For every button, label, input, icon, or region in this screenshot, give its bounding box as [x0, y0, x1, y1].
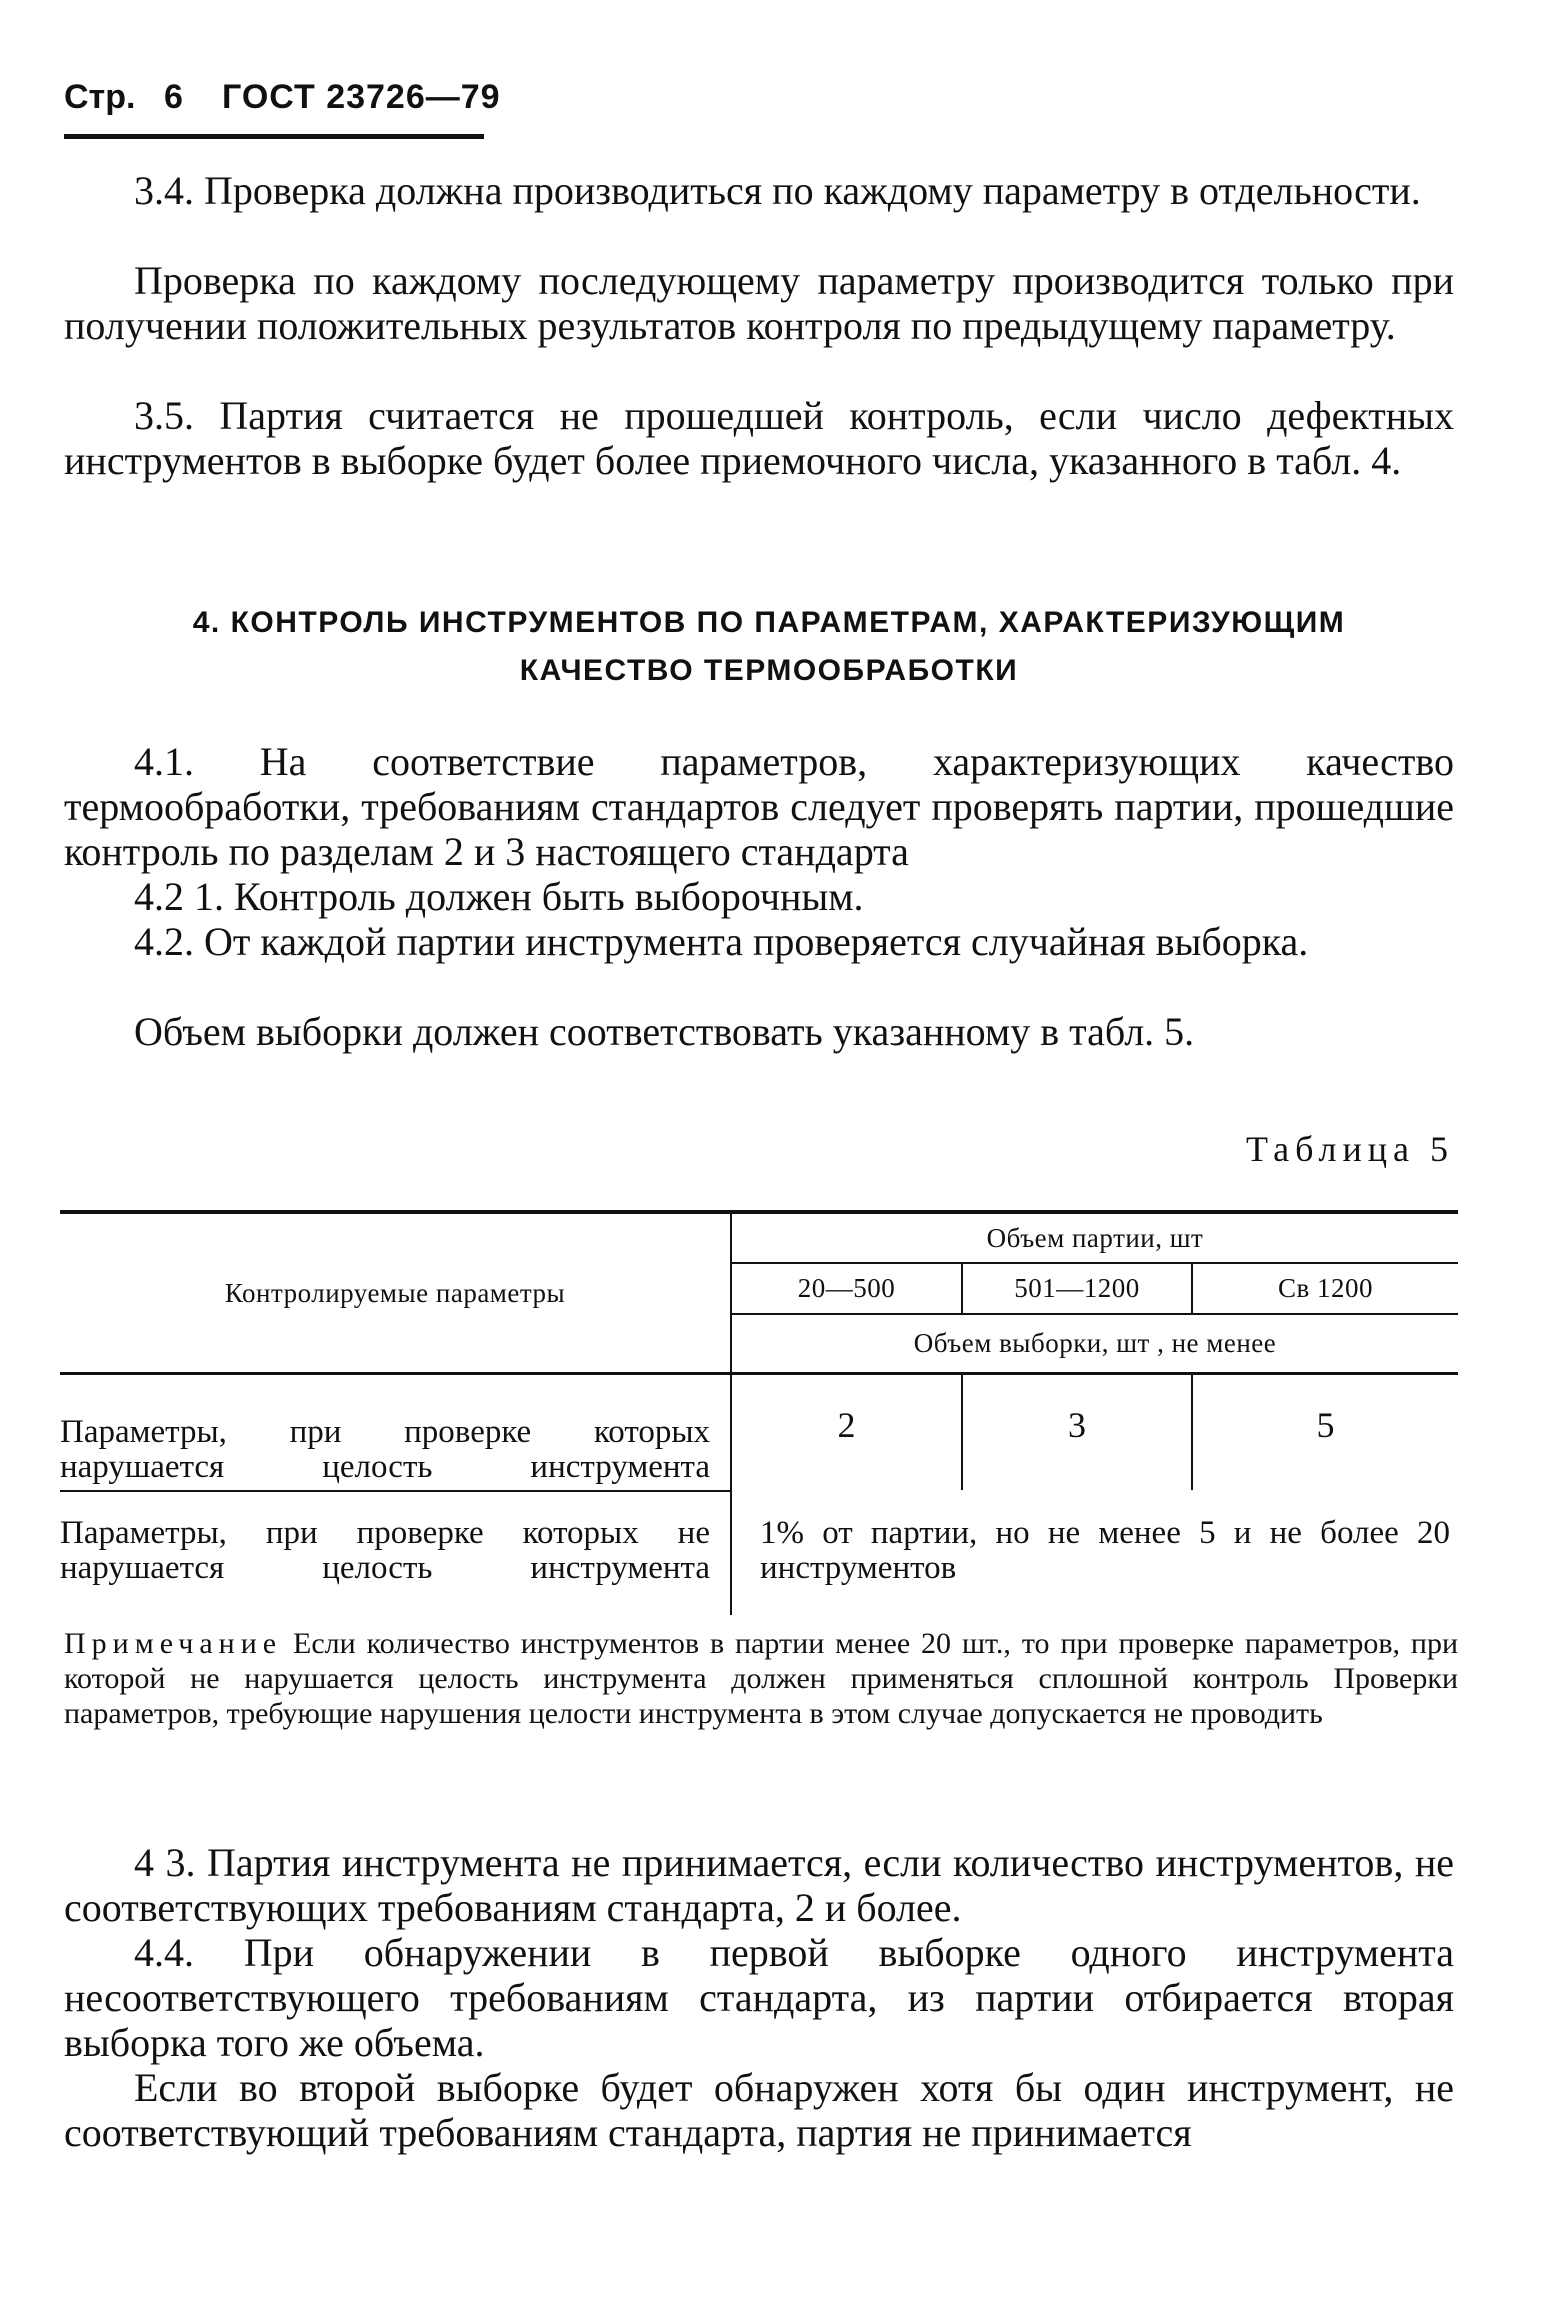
paragraph-4-4: 4.4. При обнаружении в первой выборке одного инструмента несоответствующего требованиям стандарта, из партии отбирается вторая выборка того же объема. [64, 1930, 1454, 2065]
row-2-sample-rule: 1% от партии, но не менее 5 и не более 20 инструментов [760, 1515, 1450, 1586]
row-1-value-3: 5 [1316, 1405, 1335, 1445]
paragraph-3-4: 3.4. Проверка должна производиться по каждому параметру в отдельности. [134, 168, 1421, 213]
lot-range-1: 20—500 [797, 1273, 896, 1303]
paragraph-3-5: 3.5. Партия считается не прошедшей контроль, если число дефектных инструментов в выборке будет более приемочного числа, указанного в табл. 4. [64, 393, 1454, 483]
paragraph-4-2: 4.2. От каждой партии инструмента проверяется случайная выборка. [134, 919, 1309, 964]
section-title-line-1: 4. КОНТРОЛЬ ИНСТРУМЕНТОВ ПО ПАРАМЕТРАМ, ХАРАКТЕРИЗУЮЩИМ [192, 606, 1346, 639]
paragraph-4-3: 4 3. Партия инструмента не принимается, если количество инструментов, не соответствующих требованиям стандарта, 2 и более. [64, 1840, 1454, 1930]
table-5 [60, 1210, 1458, 1615]
column-header-sample-size: Объем выборки, шт , не менее [913, 1328, 1277, 1358]
row-2-parameter: Параметры, при проверке которых не нарушается целость инструмента [60, 1515, 710, 1586]
paragraph-4-2-1: 4.2 1. Контроль должен быть выборочным. [134, 874, 864, 919]
paragraph-4-1: 4.1. На соответствие параметров, характеризующих качество термообработки, требованиям стандартов следует проверять партии, прошедшие контроль по разделам 2 и 3 настоящего стандарта [64, 739, 1454, 874]
row-1-value-2: 3 [1068, 1405, 1086, 1445]
paragraph-3-4-continued: Проверка по каждому последующему параметру производится только при получении положительных результатов контроля по предыдущему параметру. [64, 258, 1454, 348]
row-1-value-1: 2 [837, 1405, 856, 1445]
paragraph-4-2-continued: Объем выборки должен соответствовать указанному в табл. 5. [134, 1009, 1195, 1054]
table-note [64, 1626, 1458, 1731]
table-caption: Таблица 5 [1246, 1129, 1454, 1169]
section-title-line-2: КАЧЕСТВО ТЕРМООБРАБОТКИ [519, 654, 1019, 687]
lot-range-3: Св 1200 [1277, 1273, 1373, 1303]
note-label: Примечание [64, 1627, 283, 1660]
lot-range-2: 501—1200 [1014, 1273, 1140, 1303]
table-row-rule [60, 1490, 732, 1492]
page-label: Стр. [64, 78, 136, 116]
page-number: 6 [164, 78, 183, 116]
row-1-parameter: Параметры, при проверке которых нарушается целость инструмента [60, 1414, 710, 1485]
column-header-parameters: Контролируемые параметры [224, 1277, 566, 1308]
standard-number: ГОСТ 23726—79 [222, 78, 501, 116]
column-header-lot-size: Объем партии, шт [986, 1222, 1204, 1253]
note-text: Если количество инструментов в партии менее 20 шт., то при проверке параметров, при которой не нарушается целость инструмента должен применяться сплошной контроль Проверки параметров, требующие нарушения целости инструмента в этом случае допускается не проводить [64, 1627, 1459, 1730]
page-header [64, 74, 501, 139]
paragraph-4-4-continued: Если во второй выборке будет обнаружен хотя бы один инструмент, не соответствующий требованиям стандарта, партия не принимается [64, 2065, 1454, 2155]
